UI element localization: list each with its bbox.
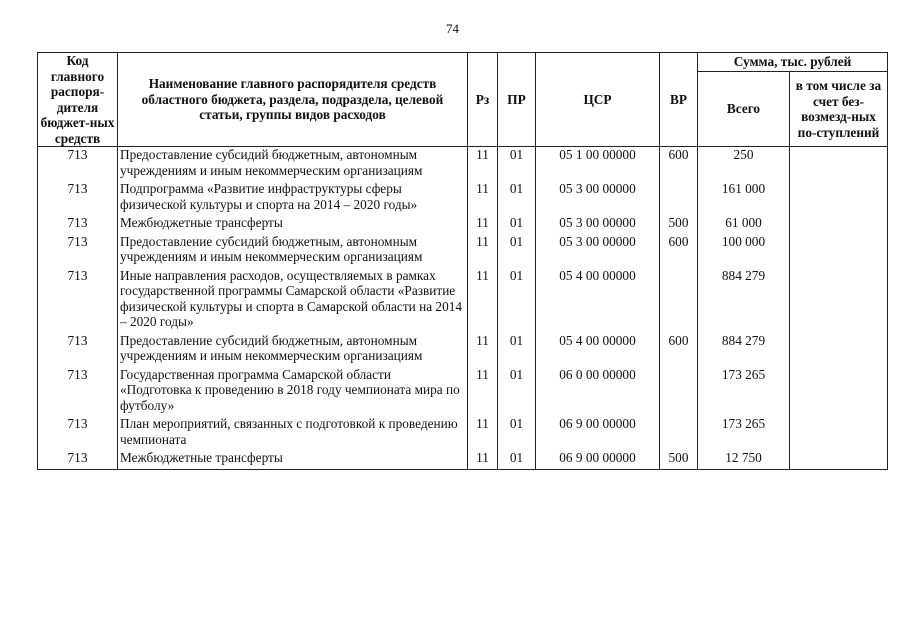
header-code: Код главного распоря-дителя бюджет-ных средств [38,53,118,147]
cell-total: 884 279 [698,333,790,367]
cell-rz: 11 [468,181,498,215]
cell-code: 713 [38,450,118,469]
cell-name: Предоставление субсидий бюджетным, автономным учреждениям и иным некоммерческим организациям [118,333,468,367]
cell-code: 713 [38,367,118,417]
header-pr: ПР [498,53,536,147]
cell-vr [660,416,698,450]
cell-vr: 500 [660,450,698,469]
cell-csr: 05 4 00 00000 [536,268,660,333]
cell-rz: 11 [468,333,498,367]
cell-code: 713 [38,215,118,234]
cell-code: 713 [38,181,118,215]
header-csr: ЦСР [536,53,660,147]
cell-gratis [790,450,888,469]
cell-pr: 01 [498,234,536,268]
cell-gratis [790,147,888,182]
cell-pr: 01 [498,333,536,367]
cell-rz: 11 [468,416,498,450]
cell-total: 61 000 [698,215,790,234]
header-name: Наименование главного распорядителя средств областного бюджета, раздела, подраздела, целевой статьи, группы видов расходов [118,53,468,147]
cell-csr: 05 4 00 00000 [536,333,660,367]
cell-vr: 600 [660,147,698,182]
cell-vr [660,268,698,333]
cell-total: 12 750 [698,450,790,469]
cell-name: Межбюджетные трансферты [118,215,468,234]
table-row [38,268,888,333]
budget-table [37,52,888,470]
cell-rz: 11 [468,234,498,268]
cell-total: 884 279 [698,268,790,333]
table-row [38,147,888,182]
header-total: Всего [698,72,790,147]
cell-name: Предоставление субсидий бюджетным, автономным учреждениям и иным некоммерческим организациям [118,234,468,268]
cell-pr: 01 [498,181,536,215]
cell-rz: 11 [468,450,498,469]
cell-csr: 05 1 00 00000 [536,147,660,182]
cell-vr: 600 [660,333,698,367]
header-rz: Рз [468,53,498,147]
table-row [38,367,888,417]
cell-rz: 11 [468,268,498,333]
cell-name: Иные направления расходов, осуществляемых в рамках государственной программы Самарской области «Развитие физической культуры и спорта в Самарской области на 2014 – 2020 годы» [118,268,468,333]
header-vr: ВР [660,53,698,147]
table-row [38,333,888,367]
table-row [38,215,888,234]
cell-csr: 05 3 00 00000 [536,234,660,268]
cell-rz: 11 [468,147,498,182]
cell-name: Государственная программа Самарской области «Подготовка к проведению в 2018 году чемпионата мира по футболу» [118,367,468,417]
cell-rz: 11 [468,215,498,234]
cell-code: 713 [38,268,118,333]
cell-name: План мероприятий, связанных с подготовкой к проведению чемпионата [118,416,468,450]
cell-name: Подпрограмма «Развитие инфраструктуры сферы физической культуры и спорта на 2014 – 2020 годы» [118,181,468,215]
cell-vr: 500 [660,215,698,234]
table-row [38,181,888,215]
page-number: 74 [446,21,459,36]
cell-csr: 05 3 00 00000 [536,181,660,215]
cell-pr: 01 [498,416,536,450]
cell-gratis [790,333,888,367]
table-row [38,416,888,450]
header-gratis: в том числе за счет без-возмезд-ных по-ступлений [790,72,888,147]
cell-pr: 01 [498,147,536,182]
cell-vr: 600 [660,234,698,268]
cell-csr: 06 9 00 00000 [536,416,660,450]
cell-gratis [790,416,888,450]
table-header [38,53,888,147]
cell-pr: 01 [498,367,536,417]
table-row [38,234,888,268]
cell-code: 713 [38,416,118,450]
cell-gratis [790,181,888,215]
cell-gratis [790,367,888,417]
cell-vr [660,367,698,417]
cell-name: Предоставление субсидий бюджетным, автономным учреждениям и иным некоммерческим организациям [118,147,468,182]
cell-vr [660,181,698,215]
cell-code: 713 [38,147,118,182]
cell-name: Межбюджетные трансферты [118,450,468,469]
cell-total: 173 265 [698,416,790,450]
cell-code: 713 [38,234,118,268]
cell-rz: 11 [468,367,498,417]
cell-gratis [790,234,888,268]
cell-pr: 01 [498,268,536,333]
cell-csr: 06 9 00 00000 [536,450,660,469]
cell-total: 161 000 [698,181,790,215]
cell-csr: 05 3 00 00000 [536,215,660,234]
table-body [38,147,888,470]
cell-total: 173 265 [698,367,790,417]
header-sum-group: Сумма, тыс. рублей [698,53,888,72]
cell-csr: 06 0 00 00000 [536,367,660,417]
cell-gratis [790,268,888,333]
cell-pr: 01 [498,215,536,234]
cell-pr: 01 [498,450,536,469]
table-row [38,450,888,469]
cell-total: 100 000 [698,234,790,268]
cell-total: 250 [698,147,790,182]
cell-gratis [790,215,888,234]
cell-code: 713 [38,333,118,367]
